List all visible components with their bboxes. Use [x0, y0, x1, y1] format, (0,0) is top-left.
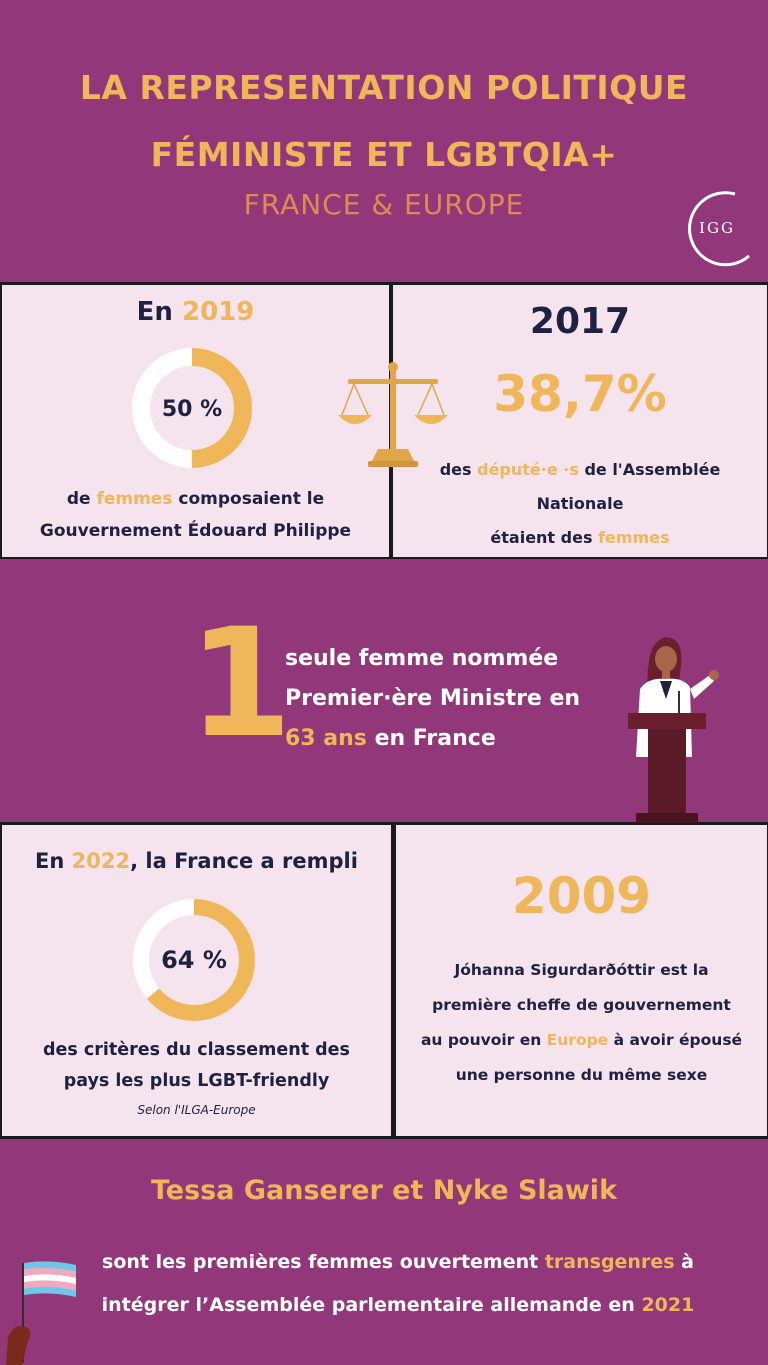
- stat-2019-heading: [2, 297, 389, 327]
- stat-2017-panel: [393, 285, 767, 557]
- ring-label: 64 %: [161, 946, 227, 974]
- caption-highlight: femmes: [598, 528, 670, 547]
- caption-text: de: [66, 489, 91, 509]
- stat-2017-caption: [393, 453, 767, 555]
- stat-2022-panel: [2, 825, 391, 1136]
- stat-pm-caption: [285, 639, 580, 759]
- source-note: Selon l'ILGA-Europe: [137, 1103, 256, 1117]
- stat-2022-heading: [2, 849, 391, 873]
- ring-label: 50 %: [161, 397, 223, 422]
- stat-2009-caption: [396, 953, 767, 1093]
- heading-text: En: [35, 849, 65, 873]
- stat-2009-panel: [396, 825, 767, 1136]
- logo-text: IGG: [699, 219, 735, 237]
- stat-2017-year: 2017: [529, 301, 631, 342]
- stat-2021-panel: [0, 1139, 768, 1365]
- caption-text: des: [439, 460, 472, 479]
- caption-text: composaient le: [178, 489, 325, 509]
- transgender-flag-icon: [4, 1257, 80, 1365]
- stat-2019-panel: [2, 285, 389, 557]
- heading-text: , la France a rempli: [130, 849, 358, 873]
- caption-text: Gouvernement Édouard Philippe: [39, 521, 352, 541]
- caption-text: des critères du classement des: [43, 1040, 350, 1060]
- caption-highlight: 63 ans: [285, 726, 367, 751]
- caption-text: étaient des: [490, 528, 593, 547]
- woman-at-podium-illustration: [618, 627, 730, 823]
- caption-text: à: [681, 1251, 694, 1273]
- caption-text: en France: [374, 726, 496, 751]
- caption-text: Jóhanna Sigurdarðóttir est la: [454, 961, 709, 979]
- header-panel: [0, 0, 768, 282]
- caption-highlight: femmes: [96, 489, 173, 509]
- stat-2019-prefix: En: [136, 297, 173, 327]
- caption-text: première cheffe de gouvernement: [432, 996, 731, 1014]
- caption-text: intégrer l’Assemblée parlementaire allemande en: [101, 1294, 635, 1316]
- caption-highlight: Europe: [546, 1031, 609, 1049]
- stat-2017-percent: 38,7%: [493, 365, 667, 423]
- caption-highlight: député·e ·s: [477, 460, 579, 479]
- caption-text: de l'Assemblée: [584, 460, 721, 479]
- stat-prime-minister-panel: [0, 559, 768, 822]
- stat-2019-year: 2019: [181, 297, 255, 327]
- stat-2021-caption: [60, 1241, 736, 1327]
- title-line-1: LA REPRESENTATION POLITIQUE: [79, 68, 689, 107]
- big-number: 1: [188, 597, 293, 771]
- stat-2021-names: Tessa Ganserer et Nyke Slawik: [150, 1175, 618, 1206]
- title-line-2: FÉMINISTE ET LGBTQIA+: [150, 135, 618, 174]
- caption-text: pays les plus LGBT-friendly: [63, 1071, 330, 1091]
- ring-chart-64: [129, 895, 259, 1025]
- caption-text: Nationale: [536, 494, 624, 513]
- caption-text: Premier·ère Ministre en: [285, 686, 581, 711]
- caption-text: sont les premières femmes ouvertement: [102, 1251, 539, 1273]
- caption-highlight: 2021: [641, 1294, 695, 1316]
- caption-text: une personne du même sexe: [455, 1066, 708, 1084]
- ring-chart-50: [127, 343, 257, 473]
- title-line-3: FRANCE & EUROPE: [243, 188, 525, 221]
- caption-text: à avoir épousé: [613, 1031, 743, 1049]
- caption-text: seule femme nommée: [285, 646, 559, 671]
- stat-2022-caption: [2, 1035, 391, 1097]
- stat-2019-caption: [2, 483, 389, 547]
- heading-highlight: 2022: [71, 849, 131, 873]
- caption-highlight: transgenres: [544, 1251, 675, 1273]
- igg-logo: [677, 186, 755, 268]
- caption-text: au pouvoir en: [420, 1031, 542, 1049]
- stat-2009-year: 2009: [511, 867, 652, 925]
